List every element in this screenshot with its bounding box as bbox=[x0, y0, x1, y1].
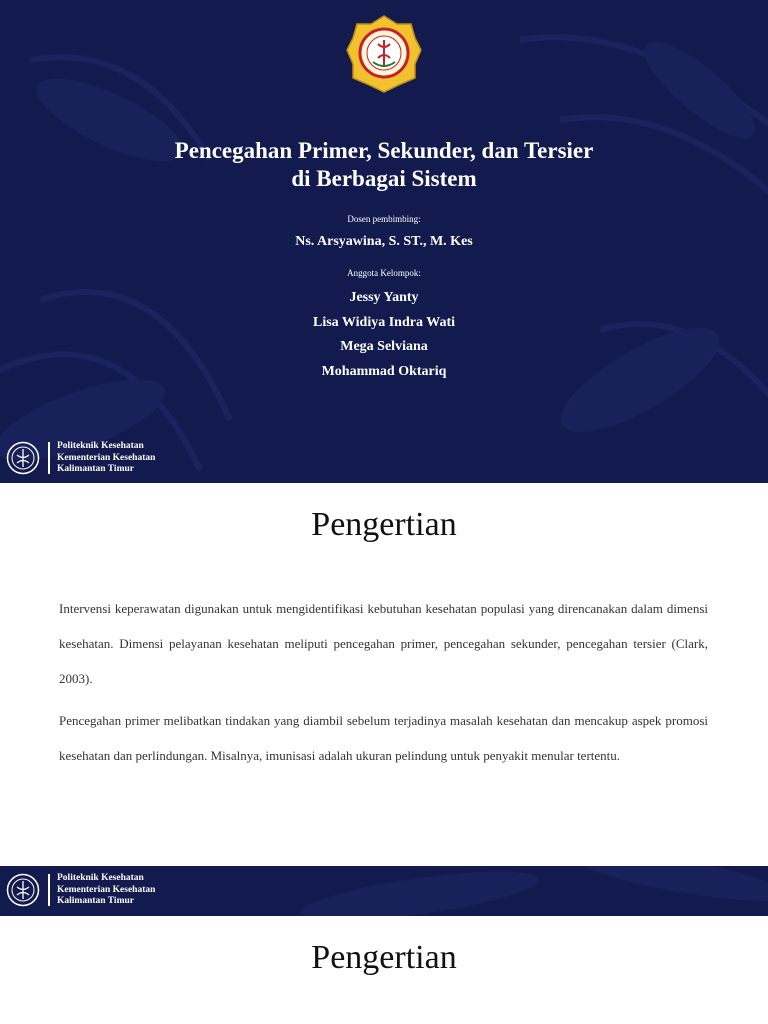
institution-logo bbox=[0, 871, 200, 911]
paragraph: Pencegahan primer melibatkan tindakan yang diambil sebelum terjadinya masalah kesehatan dan mencakup aspek promosi kesehatan dan perlindungan. Misalnya, imunisasi adalah ukuran pelindung untuk penyakit menular tertentu. bbox=[59, 713, 708, 763]
slide-heading: Pengertian bbox=[311, 939, 457, 976]
divider bbox=[48, 442, 50, 474]
title-line-1: Pencegahan Primer, Sekunder, dan Tersier bbox=[174, 138, 594, 163]
member-name: Lisa Widiya Indra Wati bbox=[313, 314, 455, 330]
title-slide bbox=[0, 0, 768, 483]
institution-seal-icon bbox=[6, 873, 40, 907]
institution-line: Kalimantan Timur bbox=[57, 464, 134, 474]
institution-logo bbox=[0, 439, 200, 479]
content-slide bbox=[0, 916, 768, 1024]
content-slide bbox=[0, 483, 768, 866]
institution-name bbox=[57, 441, 155, 476]
slide-heading: Pengertian bbox=[311, 506, 457, 543]
university-emblem-icon bbox=[345, 14, 423, 94]
institution-line: Kementerian Kesehatan bbox=[57, 452, 156, 463]
members-label: Anggota Kelompok: bbox=[347, 268, 421, 278]
divider bbox=[48, 874, 50, 906]
institution-line: Kalimantan Timur bbox=[57, 896, 134, 906]
institution-seal-icon bbox=[6, 441, 40, 475]
member-name: Jessy Yanty bbox=[349, 290, 419, 305]
institution-line: Politeknik Kesehatan bbox=[57, 873, 144, 883]
advisor-label: Dosen pembimbing: bbox=[347, 214, 421, 224]
footer-band bbox=[0, 866, 768, 916]
institution-line: Politeknik Kesehatan bbox=[57, 441, 144, 451]
member-name: Mega Selviana bbox=[340, 339, 428, 354]
institution-name bbox=[57, 873, 155, 908]
member-name: Mohammad Oktariq bbox=[321, 363, 447, 379]
institution-line: Kementerian Kesehatan bbox=[57, 884, 156, 895]
members-list bbox=[0, 286, 768, 384]
advisor-name: Ns. Arsyawina, S. ST., M. Kes bbox=[295, 234, 473, 249]
title-line-2: di Berbagai Sistem bbox=[291, 166, 477, 191]
presentation-title bbox=[0, 137, 768, 193]
paragraph: Intervensi keperawatan digunakan untuk mengidentifikasi kebutuhan kesehatan populasi yang direncanakan dalam dimensi kesehatan. Dimensi pelayanan kesehatan meliputi pencegahan primer, pencegahan sekunder, pencegahan tersier (Clark, 2003). bbox=[59, 601, 708, 686]
